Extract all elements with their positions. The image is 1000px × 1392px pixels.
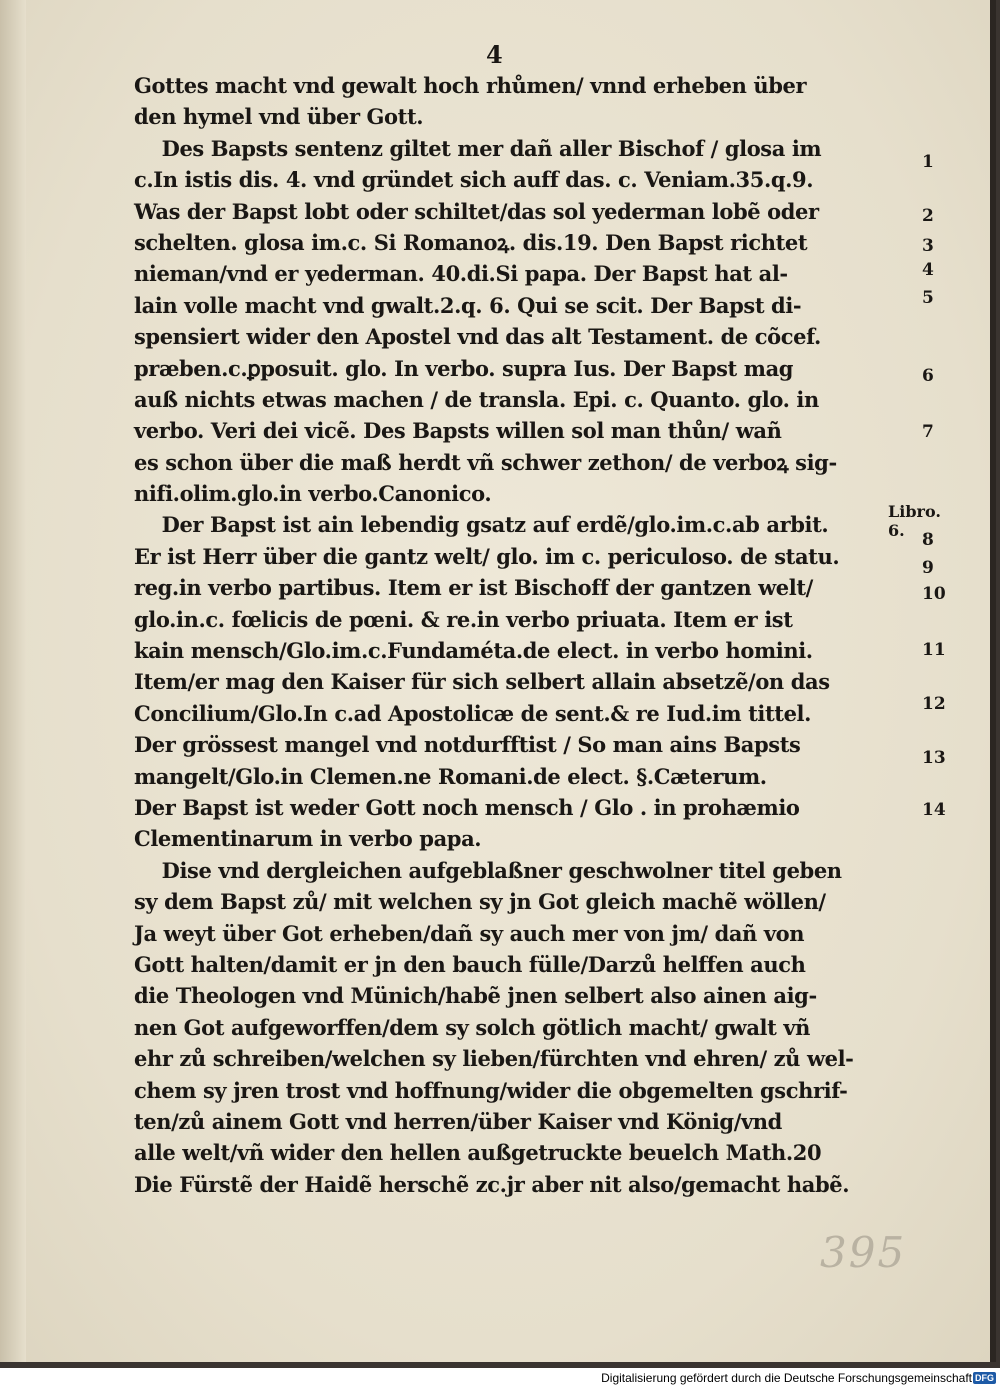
text-line: Des Bapsts sentenz giltet mer dañ aller Bischof / glosa im <box>134 135 822 161</box>
margin-note: 12 <box>922 694 946 714</box>
text-line: spensiert wider den Apostel vnd das alt Testament. de cõcef. <box>134 324 821 350</box>
text-line: es schon über die maß herdt vñ schwer zethon/ de verboꝝ sig- <box>134 449 837 475</box>
text-line: alle welt/vñ wider den hellen außgetruckte beuelch Math.20 <box>134 1140 822 1166</box>
footer-bar <box>0 1368 1000 1392</box>
margin-note: 8 <box>922 530 934 550</box>
text-line: die Theologen vnd Münich/habẽ jnen selbert also ainen aig- <box>134 983 817 1009</box>
text-line: kain mensch/Glo.im.c.Fundaméta.de elect. in verbo homini. <box>134 638 813 664</box>
text-line: Der Bapst ist weder Gott noch mensch / Glo . in prohæmio <box>134 794 800 820</box>
margin-note: 13 <box>922 748 946 768</box>
text-line: Clementinarum in verbo papa. <box>134 826 482 852</box>
margin-note: Libro. 6. <box>888 502 941 540</box>
margin-note: 11 <box>922 640 946 660</box>
text-line: schelten. glosa im.c. Si Romanoꝝ. dis.19. Den Bapst richtet <box>134 229 808 255</box>
text-line: auß nichts etwas machen / de transla. Epi. c. Quanto. glo. in <box>134 386 819 412</box>
text-line: sy dem Bapst zů/ mit welchen sy jn Got gleich machẽ wöllen/ <box>134 889 826 915</box>
margin-note: 14 <box>922 800 946 820</box>
text-line: ten/zů ainem Gott vnd herren/über Kaiser vnd König/vnd <box>134 1108 782 1134</box>
text-line: Was der Bapst lobt oder schiltet/das sol yederman lobẽ oder <box>134 198 819 224</box>
margin-note: 7 <box>922 422 934 442</box>
page-number: 4 <box>486 40 503 69</box>
text-line: Die Fürstẽ der Haidẽ herschẽ zc.jr aber nit also/gemacht habẽ. <box>134 1171 850 1197</box>
text-line: Der Bapst ist ain lebendig gsatz auf erdẽ/glo.im.c.ab arbit. <box>134 512 829 538</box>
margin-note: 2 <box>922 206 934 226</box>
text-line: chem sy jren trost vnd hoffnung/wider die obgemelten gschrif- <box>134 1077 848 1103</box>
text-line: glo.in.c. fœlicis de pœni. & re.in verbo priuata. Item er ist <box>134 606 793 632</box>
text-line: lain volle macht vnd gwalt.2.q. 6. Qui se scit. Der Bapst di- <box>134 292 802 318</box>
margin-note: 3 <box>922 236 934 256</box>
text-line: nieman/vnd er yederman. 40.di.Si papa. Der Bapst hat al- <box>134 261 788 287</box>
text-line: reg.in verbo partibus. Item er ist Bischoff der gantzen welt/ <box>134 575 813 601</box>
text-line: ehr zů schreiben/welchen sy lieben/fürchten vnd ehren/ zů wel- <box>134 1046 854 1072</box>
text-line: mangelt/Glo.in Clemen.ne Romani.de elect. §.Cæterum. <box>134 763 767 789</box>
margin-note: 6 <box>922 366 934 386</box>
text-line: verbo. Veri dei vicẽ. Des Bapsts willen sol man thůn/ wañ <box>134 418 782 444</box>
margin-note: 4 <box>922 260 934 280</box>
body-text <box>134 70 894 1200</box>
text-line: Ja weyt über Got erheben/dañ sy auch mer von jm/ dañ von <box>134 920 805 946</box>
margin-note: 9 <box>922 558 934 578</box>
text-line: c.In istis dis. 4. vnd gründet sich auff das. c. Veniam.35.q.9. <box>134 167 814 193</box>
text-line: Gott halten/damit er jn den bauch fülle/Darzů helffen auch <box>134 951 806 977</box>
text-line: Gottes macht vnd gewalt hoch rhůmen/ vnnd erheben über <box>134 73 807 98</box>
text-line: Er ist Herr über die gantz welt/ glo. im c. periculoso. de statu. <box>134 543 840 569</box>
text-line: Item/er mag den Kaiser für sich selbert allain absetzẽ/on das <box>134 669 830 695</box>
margin-note: 1 <box>922 152 934 172</box>
text-line: nifi.olim.glo.in verbo.Canonico. <box>134 481 492 507</box>
footer-credit: Digitalisierung gefördert durch die Deutsche Forschungsgemeinschaft <box>601 1371 972 1385</box>
shelf-mark: 395 <box>820 1228 907 1277</box>
margin-note: 5 <box>922 288 934 308</box>
text-line: Concilium/Glo.In c.ad Apostolicæ de sent.& re Iud.im tittel. <box>134 700 812 726</box>
margin-note: 10 <box>922 584 946 604</box>
text-line: Der grössest mangel vnd notdurfftist / So man ains Bapsts <box>134 732 801 758</box>
page-gutter <box>0 0 26 1362</box>
dfg-logo-icon: DFG <box>975 1373 994 1383</box>
text-line: præben.c.ꝑposuit. glo. In verbo. supra Ius. Der Bapst mag <box>134 355 794 381</box>
text-line: den hymel vnd über Gott. <box>134 104 424 130</box>
text-line: Dise vnd dergleichen aufgeblaßner geschwolner titel geben <box>134 857 842 883</box>
text-line: nen Got aufgeworffen/dem sy solch götlich macht/ gwalt vñ <box>134 1014 811 1040</box>
